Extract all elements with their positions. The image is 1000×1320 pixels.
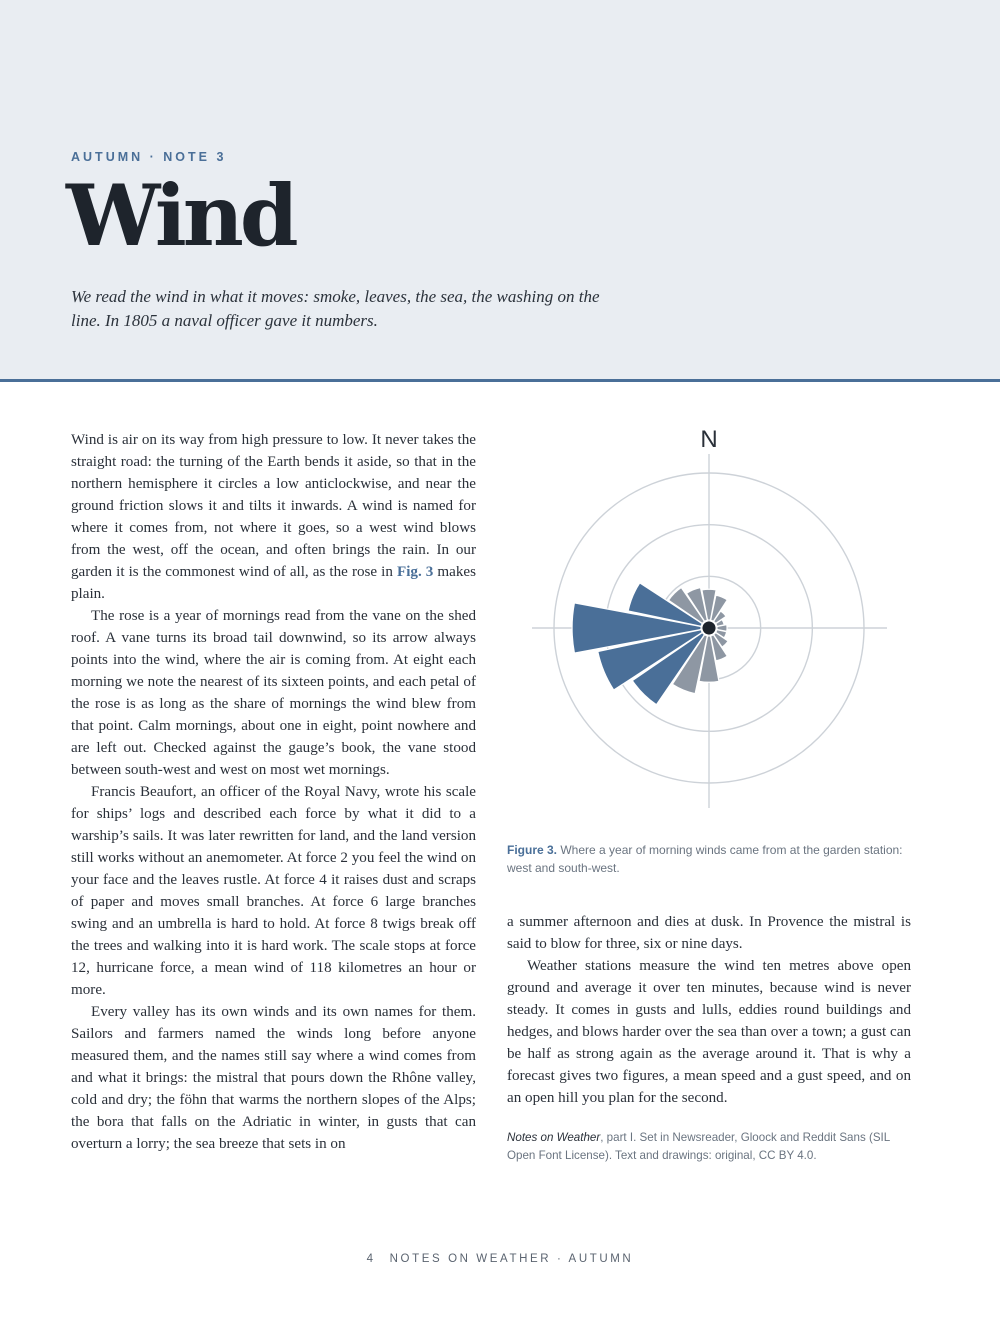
paragraph: Weather stations measure the wind ten metres above open ground and average it over ten minutes, because wind is never steady. It comes in gusts and lulls, eddies round buildings and hedges, and blows harder over the sea than over a town; a gust can be half as strong again as the average around it. That is why a forecast gives two figures, a mean speed and a gust speed, and on an open hill you plan for the second.	[507, 958, 911, 1106]
figure-caption-text: Where a year of morning winds came from at the garden station: west and south-west.	[507, 843, 903, 875]
paragraph-text: Wind is air on its way from high pressure to low. It never takes the straight road: the turning of the Earth bends it aside, so that in the northern hemisphere it circles a low anticlockwise, and near the ground friction slows it and tilts it inwards. A wind is named for where it comes from, not where it goes, so a west wind blows from the west, off the ocean, and often brings the rain. In our garden it is the commonest wind of all, as the rose in	[71, 432, 476, 580]
colophon	[507, 1129, 912, 1164]
colophon-text: , part I. Set in Newsreader, Gloock and Reddit Sans (SIL Open Font License). Text and drawings: original, CC BY 4.0.	[507, 1131, 890, 1162]
north-label: N	[700, 426, 718, 453]
figure-reference-link[interactable]: Fig. 3	[396, 564, 434, 580]
paragraph-text: makes plain.	[71, 564, 476, 602]
page-footer	[0, 1253, 1000, 1265]
figure-caption-label: Figure 3.	[507, 843, 558, 857]
figure-caption	[507, 842, 907, 877]
rose-center-dot	[703, 622, 716, 635]
lede: We read the wind in what it moves: smoke, leaves, the sea, the washing on the line. In 1805 a naval officer gave it numbers.	[71, 287, 600, 330]
colophon-title: Notes on Weather	[507, 1131, 601, 1144]
section-kicker: AUTUMN · NOTE 3	[71, 150, 227, 164]
page-number: 4	[366, 1253, 376, 1265]
wind-rose-figure	[530, 420, 890, 820]
paragraph: Every valley has its own winds and its own names for them. Sailors and farmers named the winds long before anyone measured them, and the names still say where a wind comes from and what it brings: the mistral that pours down the Rhône valley, cold and dry; the föhn that warms the northern slopes of the Alps; the bora that falls on the Adriatic in winter, in gusts that can overturn a lorry; the sea breeze that sets in on	[71, 1004, 476, 1152]
paragraph	[71, 429, 476, 605]
paragraph: Francis Beaufort, an officer of the Royal Navy, wrote his scale for ships’ logs and described each force by what it did to a warship’s sails. It was later rewritten for land, and the land version still works without an anemometer. At force 2 you feel the wind on your face and the leaves rustle. At force 4 it raises dust and scraps of paper and moves small branches. At force 6 large branches swing and an umbrella is hard to hold. At force 8 twigs break off the trees and walking into it is hard work. The scale stops at force 12, hurricane force, a mean wind of 118 kilometres an hour or more.	[71, 784, 476, 998]
page-title: Wind	[66, 166, 295, 265]
paragraph: a summer afternoon and dies at dusk. In Provence the mistral is said to blow for three, six or nine days.	[507, 914, 911, 952]
right-column	[507, 911, 911, 1109]
running-head: NOTES ON WEATHER · AUTUMN	[389, 1253, 634, 1265]
paragraph: The rose is a year of mornings read from the vane on the shed roof. A vane turns its broad tail downwind, so its arrow always points into the wind, where the air is coming from. At eight each morning we note the nearest of its sixteen points, and each petal of the rose is as long as the share of mornings the wind blew from that point. Calm mornings, about one in eight, point nowhere and are left out. Checked against the gauge’s book, the vane stood between south-west and west on most wet mornings.	[71, 608, 476, 778]
left-column	[71, 429, 476, 1155]
page-header	[0, 0, 1000, 382]
